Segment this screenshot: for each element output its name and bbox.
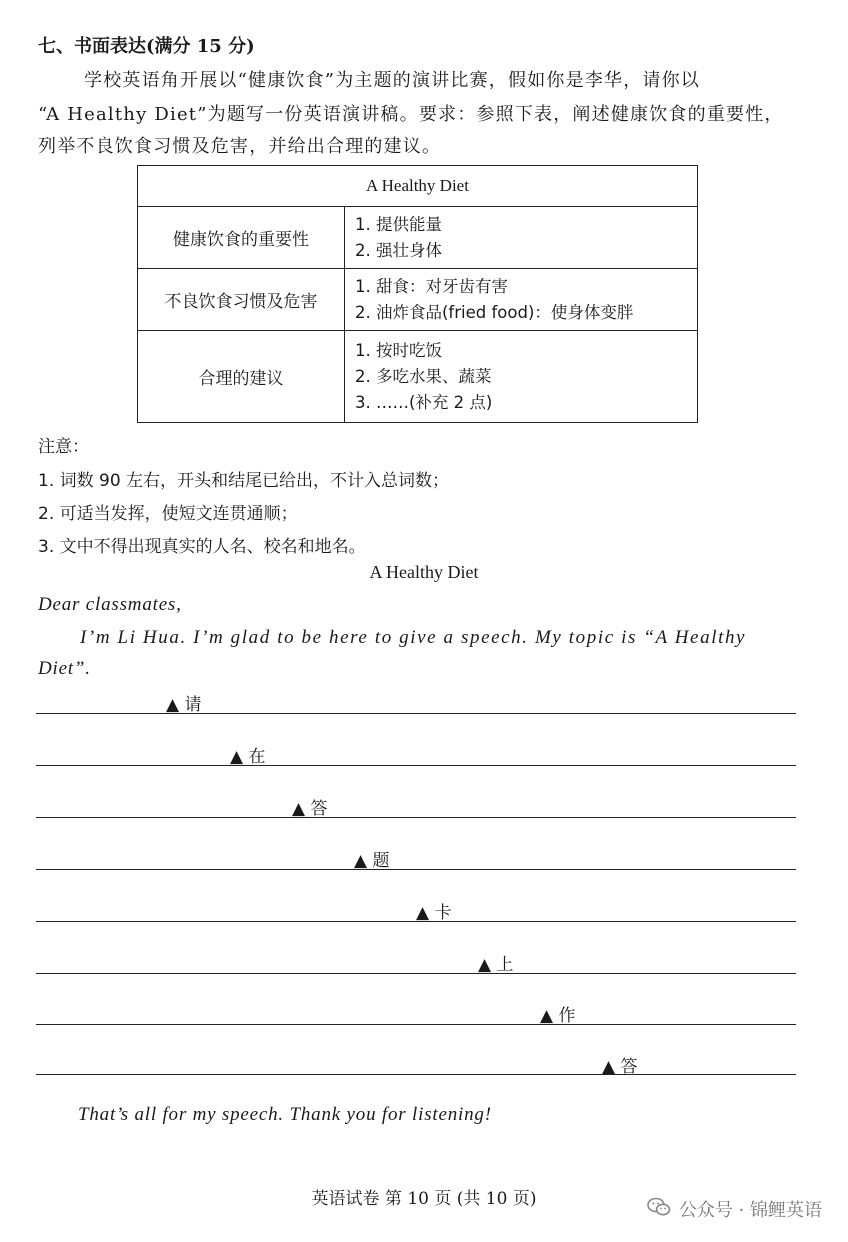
row-item: 2. 强壮身体 xyxy=(355,240,442,260)
row-header: 合理的建议 xyxy=(138,331,345,423)
writing-line[interactable] xyxy=(36,713,796,714)
opening-line-2: Diet”. xyxy=(38,658,91,679)
section-heading: 七、书面表达(满分 15 分) xyxy=(38,36,255,57)
healthy-diet-table xyxy=(137,165,698,423)
note-item: 1. 词数 90 左右，开头和结尾已给出，不计入总词数； xyxy=(38,471,450,491)
writing-line[interactable] xyxy=(36,869,796,870)
answer-marker: ▲ 题 xyxy=(354,851,390,871)
row-item: 3. ……(补充 2 点) xyxy=(355,392,493,412)
intro-line-2: “A Healthy Diet”为题写一份英语演讲稿。要求：参照下表，阐述健康饮食的重要性， xyxy=(38,104,784,125)
row-item: 1. 提供能量 xyxy=(355,214,442,234)
page-footer: 英语试卷 第 10 页 (共 10 页) xyxy=(311,1189,537,1209)
essay-title: A Healthy Diet xyxy=(369,562,479,582)
table-title: A Healthy Diet xyxy=(138,166,698,207)
writing-line[interactable] xyxy=(36,817,796,818)
answer-marker: ▲ 上 xyxy=(478,955,514,975)
answer-marker: ▲ 请 xyxy=(166,695,202,715)
table-row xyxy=(138,207,698,269)
note-item: 3. 文中不得出现真实的人名、校名和地名。 xyxy=(38,537,366,557)
wechat-icon xyxy=(647,1197,679,1222)
answer-marker: ▲ 在 xyxy=(230,747,266,767)
watermark xyxy=(647,1196,822,1222)
notes-label: 注意： xyxy=(38,437,89,457)
writing-line[interactable] xyxy=(36,973,796,974)
row-header: 健康饮食的重要性 xyxy=(138,207,345,269)
row-items xyxy=(345,207,698,269)
answer-marker: ▲ 答 xyxy=(602,1057,638,1077)
writing-line[interactable] xyxy=(36,1024,796,1025)
closing-line: That’s all for my speech. Thank you for listening! xyxy=(78,1104,492,1125)
writing-line[interactable] xyxy=(36,1074,796,1075)
answer-marker: ▲ 作 xyxy=(540,1006,576,1026)
row-items xyxy=(345,269,698,331)
watermark-text: 公众号 · 锦鲤英语 xyxy=(678,1200,822,1221)
table-row xyxy=(138,331,698,423)
answer-marker: ▲ 答 xyxy=(292,799,328,819)
note-item: 2. 可适当发挥，使短文连贯通顺； xyxy=(38,504,298,524)
row-item: 2. 多吃水果、蔬菜 xyxy=(355,366,492,386)
writing-line[interactable] xyxy=(36,765,796,766)
opening-line-1: I’m Li Hua. I’m glad to be here to give a speech. My topic is “A Healthy xyxy=(80,627,747,648)
row-item: 1. 甜食：对牙齿有害 xyxy=(355,276,508,296)
table-row xyxy=(138,269,698,331)
row-item: 2. 油炸食品(fried food)：使身体变胖 xyxy=(355,302,634,322)
row-header: 不良饮食习惯及危害 xyxy=(138,269,345,331)
salutation: Dear classmates, xyxy=(38,594,182,615)
row-items xyxy=(345,331,698,423)
answer-marker: ▲ 卡 xyxy=(416,903,452,923)
intro-line-1: 学校英语角开展以“健康饮食”为主题的演讲比赛，假如你是李华，请你以 xyxy=(84,70,701,91)
row-item: 1. 按时吃饭 xyxy=(355,340,442,360)
intro-line-3: 列举不良饮食习惯及危害，并给出合理的建议。 xyxy=(38,136,442,157)
